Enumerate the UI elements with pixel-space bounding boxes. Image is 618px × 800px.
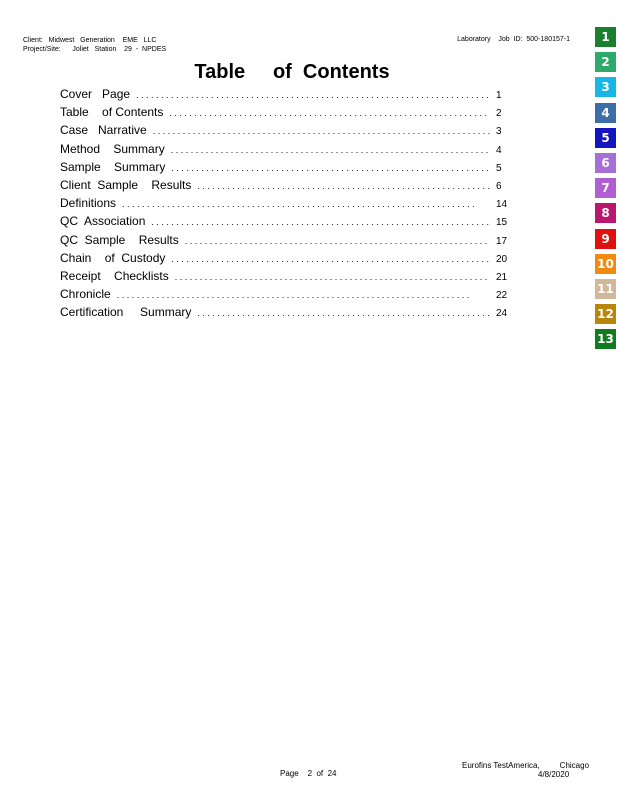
header-client-block	[23, 36, 166, 54]
section-tab-4[interactable]: 4	[595, 103, 616, 123]
page-number: Page 2 of 24	[280, 769, 337, 778]
toc-entry-client-sample-results[interactable]	[60, 176, 520, 194]
toc-entry-page: 6	[496, 180, 502, 192]
toc-entry-label: Case Narrative	[60, 123, 147, 138]
section-tab-strip	[595, 27, 617, 354]
toc-entry-page: 2	[496, 108, 502, 120]
dot-leader	[136, 86, 490, 104]
section-tab-5[interactable]: 5	[595, 128, 616, 148]
toc-entry-page: 4	[496, 144, 502, 156]
section-tab-2[interactable]: 2	[595, 52, 616, 72]
dot-leader	[171, 141, 490, 159]
section-tab-7[interactable]: 7	[595, 178, 616, 198]
dot-leader	[122, 195, 490, 213]
toc-entry-label: Certification Summary	[60, 305, 192, 320]
toc-entry-page: 5	[496, 162, 502, 174]
lab-name: Eurofins TestAmerica, Chicago	[462, 761, 590, 770]
toc-entry-sample-summary[interactable]	[60, 158, 520, 176]
toc-entry-table-of-contents[interactable]	[60, 103, 520, 121]
toc-entry-page: 14	[496, 199, 508, 211]
dot-leader	[185, 232, 490, 250]
toc-entry-case-narrative[interactable]	[60, 121, 520, 139]
section-tab-12[interactable]: 12	[595, 304, 616, 324]
section-tab-1[interactable]: 1	[595, 27, 616, 47]
toc-entry-label: Definitions	[60, 196, 117, 211]
toc-entry-qc-association[interactable]	[60, 212, 520, 230]
toc-entry-receipt-checklists[interactable]	[60, 267, 520, 285]
dot-leader	[175, 268, 490, 286]
dot-leader	[197, 177, 490, 195]
toc-entry-label: Chronicle	[60, 287, 111, 302]
toc-entry-label: Sample Summary	[60, 159, 166, 174]
section-tab-10[interactable]: 10	[595, 254, 616, 274]
toc-entry-page: 24	[496, 308, 508, 320]
section-tab-9[interactable]: 9	[595, 229, 616, 249]
page-title: Table of Contents	[194, 61, 390, 83]
toc-entry-method-summary[interactable]	[60, 140, 520, 158]
toc-entry-page: 21	[496, 271, 508, 283]
section-tab-6[interactable]: 6	[595, 153, 616, 173]
toc-entry-label: QC Sample Results	[60, 232, 179, 247]
toc-entry-label: QC Association	[60, 214, 146, 229]
dot-leader	[197, 304, 490, 322]
toc-entry-page: 3	[496, 126, 502, 138]
toc-entry-page: 20	[496, 253, 508, 265]
table-of-contents	[60, 85, 520, 321]
dot-leader	[171, 250, 490, 268]
toc-entry-page: 22	[496, 290, 508, 302]
report-date: 4/8/2020	[538, 770, 570, 779]
toc-entry-page: 15	[496, 217, 508, 229]
toc-entry-label: Receipt Checklists	[60, 268, 169, 283]
toc-entry-chain-of-custody[interactable]	[60, 249, 520, 267]
footer-lab-block	[462, 761, 589, 779]
section-tab-11[interactable]: 11	[595, 279, 616, 299]
toc-entry-cover-page[interactable]	[60, 85, 520, 103]
job-id-line: Laboratory Job ID: 500-180157-1	[457, 36, 570, 43]
section-tab-3[interactable]: 3	[595, 77, 616, 97]
toc-entry-label: Cover Page	[60, 87, 131, 101]
dot-leader	[153, 122, 490, 140]
dot-leader	[117, 286, 490, 304]
toc-entry-label: Chain of Custody	[60, 250, 166, 265]
dot-leader	[151, 213, 490, 231]
project-site-line: Project/Site: Joliet Station 29 - NPDES	[23, 46, 167, 53]
dot-leader	[171, 159, 490, 177]
section-tab-13[interactable]: 13	[595, 329, 616, 349]
toc-entry-page: 17	[496, 235, 508, 247]
toc-entry-certification-summary[interactable]	[60, 303, 520, 321]
toc-entry-chronicle[interactable]	[60, 285, 520, 303]
toc-entry-label: Table of Contents	[60, 105, 164, 120]
section-tab-8[interactable]: 8	[595, 203, 616, 223]
toc-entry-qc-sample-results[interactable]	[60, 231, 520, 249]
toc-entry-definitions[interactable]	[60, 194, 520, 212]
toc-entry-label: Client Sample Results	[60, 177, 192, 192]
client-line: Client: Midwest Generation EME LLC	[23, 37, 157, 44]
toc-entry-page: 1	[496, 90, 502, 101]
toc-entry-label: Method Summary	[60, 141, 165, 156]
dot-leader	[169, 104, 490, 122]
